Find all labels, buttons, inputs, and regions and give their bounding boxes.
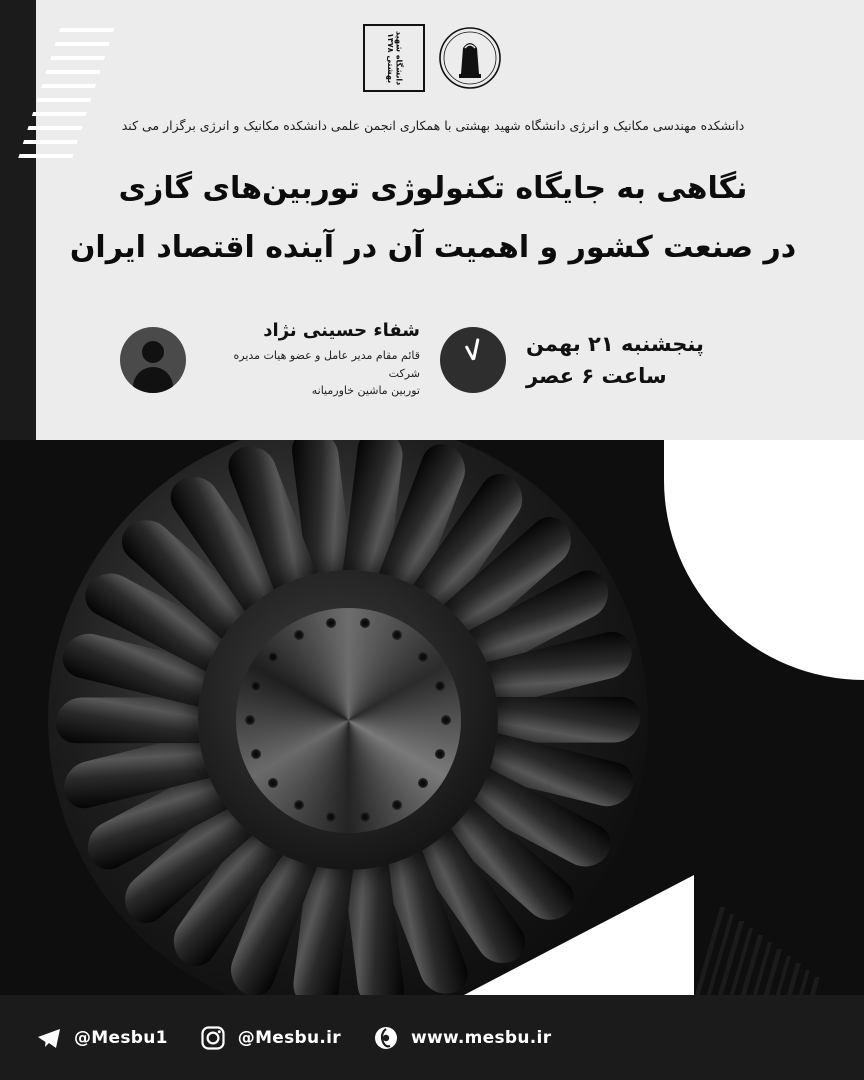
- hub-bolt: [360, 812, 370, 822]
- hub-bolt: [441, 715, 451, 725]
- social-links: [34, 995, 551, 1080]
- hub-bolt: [435, 681, 445, 691]
- university-logo-text: دانشگاه شهید بهشتی ۱۳۷۸: [386, 30, 404, 86]
- telegram-link[interactable]: [34, 1023, 168, 1053]
- hub-bolt: [245, 715, 255, 725]
- title-line-1: نگاهی به جایگاه تکنولوژی توربین‌های گازی: [118, 171, 748, 206]
- footer-bar: [0, 995, 864, 1080]
- event-datetime: [526, 332, 746, 388]
- faculty-logo: [439, 24, 501, 92]
- hub-bolt: [294, 800, 304, 810]
- photo-corner-cut-bottom-right: [464, 875, 694, 995]
- hub-bolt: [268, 778, 278, 788]
- telegram-icon: [34, 1023, 64, 1053]
- university-logo: [363, 24, 425, 92]
- hub-bolt: [251, 681, 261, 691]
- website-link[interactable]: [371, 1023, 551, 1053]
- hub-bolt: [418, 778, 428, 788]
- header-band: [0, 0, 864, 440]
- hub-bolt: [294, 630, 304, 640]
- fan-hub-inner: [236, 608, 461, 833]
- fan-hub: [198, 570, 498, 870]
- title-line-2: در صنعت کشور و اهمیت آن در آینده اقتصاد ایران: [69, 229, 797, 265]
- globe-icon: [371, 1023, 401, 1053]
- hub-bolt: [251, 749, 261, 759]
- event-time: ساعت ۶ عصر: [526, 364, 667, 388]
- event-date: پنجشنبه ۲۱ بهمن: [526, 332, 704, 356]
- clock-icon: [440, 327, 506, 393]
- hub-bolt: [435, 749, 445, 759]
- organizer-line: دانشکده مهندسی مکانیک و انرژی دانشگاه شهید بهشتی با همکاری انجمن علمی دانشکده مکانیک و انرژی برگزار می کند: [121, 118, 745, 133]
- speaker-role-line-2: توربین ماشین خاورمیانه: [311, 384, 420, 398]
- telegram-handle: @Mesbu1: [74, 1027, 168, 1048]
- speaker-text: [200, 320, 420, 400]
- hub-bolt: [392, 800, 402, 810]
- hub-bolt: [392, 630, 402, 640]
- hub-bolt: [418, 652, 428, 662]
- instagram-icon: [198, 1023, 228, 1053]
- website-url: www.mesbu.ir: [410, 1027, 552, 1048]
- hub-bolt: [326, 618, 336, 628]
- info-row: [38, 310, 828, 410]
- hub-bolt: [326, 812, 336, 822]
- speaker-role-line-1: قائم مقام مدیر عامل و عضو هیات مدیره شرکت: [233, 349, 420, 380]
- person-icon: [120, 327, 186, 393]
- instagram-link[interactable]: [198, 1023, 341, 1053]
- hub-bolt: [268, 652, 278, 662]
- hub-bolt: [360, 618, 370, 628]
- page-title: [38, 160, 828, 277]
- logo-row: [0, 24, 864, 92]
- instagram-handle: @Mesbu.ir: [237, 1027, 341, 1048]
- speaker-block: [120, 320, 420, 400]
- speaker-name: شفاء حسینی نژاد: [263, 320, 420, 342]
